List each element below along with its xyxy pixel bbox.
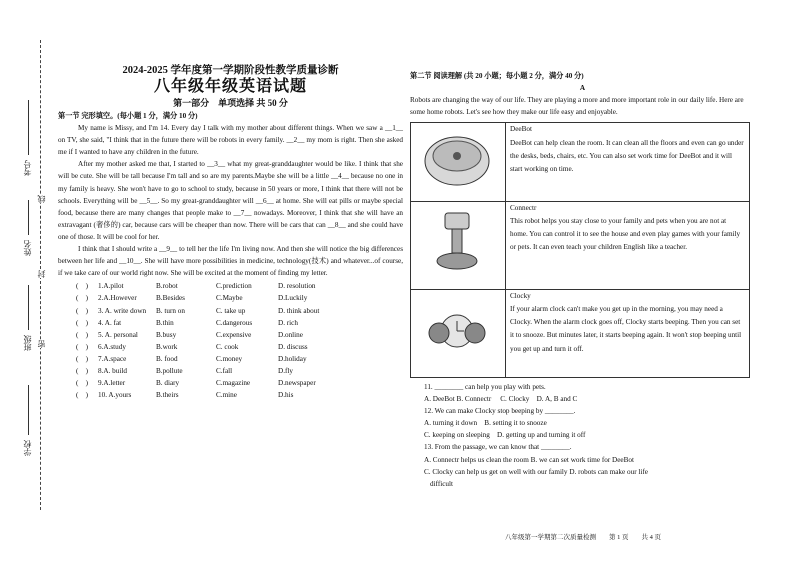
- robot-row: [411, 201, 750, 289]
- robot-image-cell: [411, 201, 506, 289]
- question-row: [76, 377, 403, 389]
- robot-image-cell: [411, 123, 506, 201]
- answer-bracket[interactable]: ( ): [76, 318, 88, 327]
- seal-char-mi: 密: [37, 340, 46, 348]
- passage-paragraph: My name is Missy, and I'm 14. Every day I talk with my mother about different things. When we saw a __1__ on TV, she said, "I think that in the future there will be robots in every family. __2__ my mom is right. Then she asked me if I wanted to have any children in the future.: [58, 124, 403, 157]
- option-d: D.online: [278, 330, 303, 339]
- reading-questions: [410, 381, 755, 490]
- option-a: 2.A.However: [98, 294, 137, 303]
- part-one-heading: 第一部分 单项选择 共 50 分: [173, 98, 288, 108]
- passage-letter: A: [579, 84, 586, 93]
- answer-bracket[interactable]: ( ): [76, 294, 88, 303]
- exam-term-title: 2024-2025 学年度第一学期阶段性教学质量诊断: [122, 65, 339, 76]
- option-c: C. take up: [216, 306, 246, 315]
- option-c: C.magazine: [216, 379, 251, 388]
- xingming-fill-line: [28, 200, 29, 235]
- question-row: [76, 341, 403, 353]
- label-kaohao: 考号: [23, 160, 32, 176]
- exam-title: 八年级年级英语试题: [153, 78, 307, 95]
- question-line: C. Clocky can help us get on well with our family D. robots can make our life: [424, 467, 648, 476]
- option-d: D.fly: [278, 366, 293, 375]
- option-a: 8.A. build: [98, 366, 127, 375]
- option-b: B. diary: [156, 379, 180, 388]
- reading-intro: Robots are changing the way of our life. They are playing a more and more important role in our daily life. Here are some home robots. Let's see how they make our life easy and enjoyable.: [410, 96, 744, 117]
- cloze-options: [58, 280, 403, 401]
- question-line: 12. We can make Clocky stop beeping by ________.: [424, 407, 576, 416]
- answer-bracket[interactable]: ( ): [76, 366, 88, 375]
- option-b: B. turn on: [156, 306, 185, 315]
- question-row: [76, 292, 403, 304]
- option-b: B.robot: [156, 282, 178, 291]
- question-row: [76, 353, 403, 365]
- question-row: [76, 365, 403, 377]
- answer-bracket[interactable]: ( ): [76, 379, 88, 388]
- xuexiao-fill-line: [28, 385, 29, 435]
- option-b: B. food: [156, 354, 178, 363]
- robot-description: If your alarm clock can't make you get up in the morning, you may need a Clocky. When the alarm clock goes off, Clocky starts beeping. Then you can set it to snooze. But minutes later, it starts beeping again. It won't stop beeping until you get up and turn it off.: [510, 304, 742, 353]
- option-a: 4. A. fat: [98, 318, 122, 327]
- robot-vacuum-icon: [412, 124, 502, 194]
- robot-image-cell: [411, 289, 506, 377]
- answer-bracket[interactable]: ( ): [76, 354, 88, 363]
- robot-description: DeeBot can help clean the room. It can clean all the floors and even can go under the desks, beds, chairs, etc. You can also set work time for DeeBot and it will start working on time.: [510, 138, 744, 173]
- question-line: A. DeeBot B. Connectr C. Clocky D. A, B and C: [424, 395, 578, 404]
- option-b: B.Besides: [156, 294, 185, 303]
- question-row: [76, 305, 403, 317]
- question-line: 11. ________ can help you play with pets.: [424, 382, 546, 391]
- option-c: C.dangerous: [216, 318, 253, 327]
- robot-description: This robot helps you stay close to your family and pets when you are not at home. You can control it to see the house and even play games with your family or pets. It can even teach your children English like a teacher.: [510, 216, 741, 252]
- option-c: C.money: [216, 354, 243, 363]
- option-d: D.newspaper: [278, 379, 316, 388]
- question-row: [76, 329, 403, 341]
- section-one-heading: 第一节 完形填空。(每小题 1 分，满分 10 分): [58, 112, 198, 120]
- option-b: B.busy: [156, 330, 177, 339]
- option-a: 3. A. write down: [98, 306, 147, 315]
- option-a: 9.A.letter: [98, 379, 126, 388]
- answer-bracket[interactable]: ( ): [76, 330, 88, 339]
- passage-paragraph: I think that I should write a __9__ to tell her the life I'm living now. And then she will notice the big differences between her life and __10__. She will have more possibilities in medicine, technology(技术) and whatever...of course, if we take care of our world right now. She will be excited at the moment of finding my letter.: [58, 245, 403, 278]
- option-d: D. discuss: [278, 342, 308, 351]
- robots-table: [410, 122, 750, 378]
- left-column: [58, 58, 403, 401]
- question-line: difficult: [430, 479, 454, 488]
- label-xingming: 姓名: [23, 240, 32, 256]
- robot-clocky-icon: [412, 291, 502, 371]
- question-row: [76, 389, 403, 401]
- binding-margin: [0, 0, 52, 561]
- option-d: D.Luckily: [278, 294, 308, 303]
- option-c: C.Maybe: [216, 294, 243, 303]
- option-b: B.pollute: [156, 366, 183, 375]
- robot-connectr-icon: [412, 203, 502, 283]
- option-d: D. resolution: [278, 282, 316, 291]
- option-a: 5. A. personal: [98, 330, 138, 339]
- question-row: [76, 317, 403, 329]
- robot-name: DeeBot: [510, 125, 532, 134]
- option-c: C.mine: [216, 391, 237, 400]
- robot-row: [411, 289, 750, 377]
- option-c: C.prediction: [216, 282, 252, 291]
- seal-char-feng: 封: [37, 270, 46, 278]
- right-column: [410, 70, 755, 490]
- passage-paragraph: After my mother asked me that, I started to __3__ what my great-granddaughter would be like. I think that she will be cute. She will be tall because I'm tall and so are my parents.Maybe she will be a little __4__ because no one in my family is heavy. She won't have to go to school to study, because in 50 years or more, I think that there will not be schools. Everything will be __5__. So my great-granddaughter will __6__ at home. She will eat pills or maybe special food, because there are many changes that people make to __7__ nowadays. Moreover, I think that she will have an extravagant (奢侈的) car, because cars will be cheaper than now. There will be cars that can __8__ and she could have one of those. It will be cool for her.: [58, 160, 403, 241]
- question-line: C. keeping on sleeping D. getting up and turning it off: [424, 431, 586, 440]
- option-d: D. rich: [278, 318, 298, 327]
- robot-name: Connectr: [510, 203, 537, 212]
- answer-bracket[interactable]: ( ): [76, 306, 88, 315]
- answer-bracket[interactable]: ( ): [76, 342, 88, 351]
- section-two-heading: 第二节 阅读理解 (共 20 小题；每小题 2 分，满分 40 分): [410, 72, 584, 80]
- option-b: B.work: [156, 342, 178, 351]
- option-b: B.theirs: [156, 391, 179, 400]
- option-c: C. cook: [216, 342, 239, 351]
- question-row: [76, 280, 403, 292]
- option-b: B.thin: [156, 318, 174, 327]
- option-d: D. think about: [278, 306, 320, 315]
- label-xuexiao: 学校: [23, 440, 32, 456]
- question-line: 13. From the passage, we can know that ________.: [424, 443, 572, 452]
- answer-bracket[interactable]: ( ): [76, 391, 88, 400]
- page-footer: 八年级第一学期第二次质量检测 第 1 页 共 4 页: [505, 534, 661, 541]
- question-line: A. turning it down B. setting it to snooze: [424, 419, 547, 428]
- option-d: D.his: [278, 391, 294, 400]
- label-banji: 班级: [23, 335, 32, 351]
- option-c: C.fall: [216, 366, 233, 375]
- option-a: 1.A.pilot: [98, 282, 124, 291]
- answer-bracket[interactable]: ( ): [76, 282, 88, 291]
- option-a: 6.A.study: [98, 342, 126, 351]
- option-d: D.holiday: [278, 354, 307, 363]
- robot-row: [411, 123, 750, 201]
- robot-name: Clocky: [510, 291, 531, 300]
- seal-char-xian: 线: [37, 195, 46, 203]
- option-c: C.expensive: [216, 330, 252, 339]
- option-a: 10. A.yours: [98, 391, 132, 400]
- question-line: A. Connectr helps us clean the room B. we can set work time for DeeBot: [424, 455, 634, 464]
- kaohao-fill-line: [28, 100, 29, 155]
- banji-fill-line: [28, 285, 29, 330]
- option-a: 7.A.space: [98, 354, 127, 363]
